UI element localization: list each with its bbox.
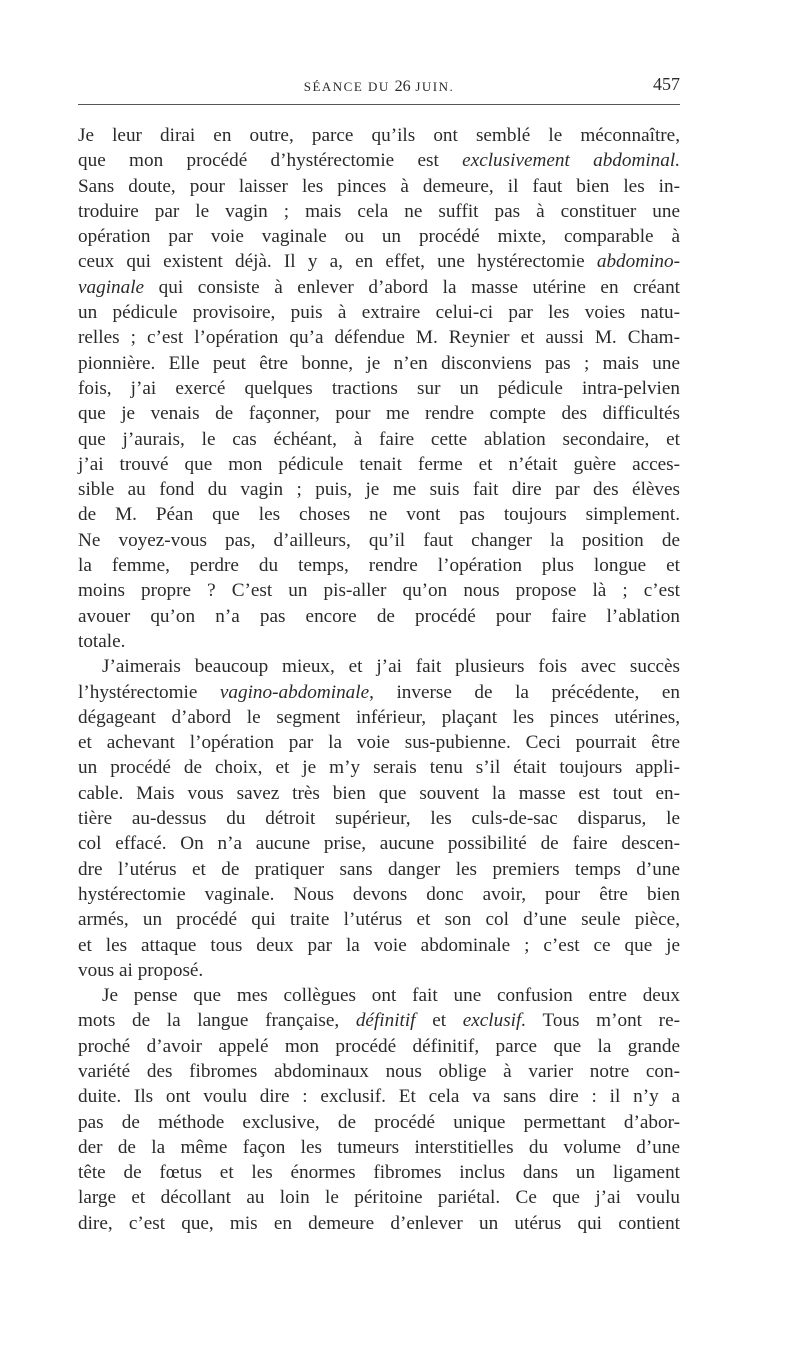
text-line (78, 300, 680, 325)
text-segment: relles ; c’est l’opération qu’a défendue M. Reynier et aussi M. Cham- (78, 327, 680, 349)
text-segment: sible au fond du vagin ; puis, je me suis fait dire par des élèves (78, 479, 680, 501)
text-line (78, 604, 680, 629)
text-segment: fois, j’ai exercé quelques tractions sur un pédicule intra-pelvien (78, 377, 680, 399)
text-segment: cable. Mais vous savez très bien que souvent la masse est tout en- (78, 782, 680, 804)
italic-text: vaginale (78, 276, 145, 298)
text-segment: dégageant d’abord le segment inférieur, plaçant les pinces utérines, (78, 706, 680, 728)
text-line (78, 401, 680, 426)
text-line (78, 199, 680, 224)
text-segment: la femme, perdre du temps, rendre l’opération plus longue et (78, 555, 680, 577)
text-segment: que je venais de façonner, pour me rendre compte des difficultés (78, 403, 680, 425)
text-segment: que mon procédé d’hystérectomie est (78, 150, 463, 172)
text-line (78, 249, 680, 274)
text-line (78, 502, 680, 527)
italic-text: exclusif. (462, 1010, 527, 1032)
text-segment: moins propre ? C’est un pis-aller qu’on nous propose là ; c’est (78, 580, 680, 602)
text-segment: Sans doute, pour laisser les pinces à demeure, il faut bien les in- (78, 175, 680, 197)
text-line (78, 1008, 680, 1033)
text-line (78, 477, 680, 502)
text-line (78, 857, 680, 882)
text-line (78, 755, 680, 780)
text-line (78, 578, 680, 603)
text-line (78, 629, 680, 654)
running-title-prefix: SÉANCE DU (303, 79, 390, 94)
text-segment: tière au-dessus du détroit supérieur, les culs-de-sac disparus, le (78, 808, 680, 830)
text-segment: col effacé. On n’a aucune prise, aucune possibilité de faire descen- (78, 833, 680, 855)
text-line (78, 1135, 680, 1160)
text-line (78, 148, 680, 173)
text-segment: de M. Péan que les choses ne vont pas toujours simplement. (78, 504, 680, 526)
text-line (78, 806, 680, 831)
text-line (78, 275, 680, 300)
italic-text: abdomino- (596, 251, 680, 273)
text-segment: pionnière. Elle peut être bonne, je n’en disconviens pas ; mais une (78, 352, 680, 374)
text-line (78, 1059, 680, 1084)
text-segment: l’hystérectomie (78, 681, 220, 703)
text-segment: tête de fœtus et les énormes fibromes inclus dans un ligament (78, 1162, 680, 1184)
text-segment: opération par voie vaginale ou un procédé mixte, comparable à (78, 226, 680, 248)
text-segment: ceux qui existent déjà. Il y a, en effet, une hystérectomie (78, 251, 597, 273)
text-segment: dire, c’est que, mis en demeure d’enlever un utérus qui contient (78, 1212, 680, 1234)
text-line (78, 427, 680, 452)
running-header (78, 74, 680, 98)
text-segment: dre l’utérus et de pratiquer sans danger les premiers temps d’une (78, 858, 680, 880)
text-line (78, 1110, 680, 1135)
running-title-day: 26 (394, 78, 411, 95)
text-segment: , inverse de la précédente, en (369, 681, 680, 703)
body-text (78, 123, 680, 1236)
text-line (78, 553, 680, 578)
page-number: 457 (653, 74, 680, 94)
text-line (78, 1034, 680, 1059)
text-segment: variété des fibromes abdominaux nous oblige à varier notre con- (78, 1060, 680, 1082)
text-segment: avouer qu’on n’a pas encore de procédé pour faire l’ablation (78, 605, 680, 627)
text-line (78, 224, 680, 249)
text-segment: mots de la langue française, (78, 1010, 356, 1032)
text-line (78, 958, 680, 983)
text-segment: der de la même façon les tumeurs interstitielles du volume d’une (78, 1136, 680, 1158)
text-line (78, 325, 680, 350)
text-line (78, 983, 680, 1008)
text-line (78, 680, 680, 705)
text-line (78, 1160, 680, 1185)
italic-text: définitif (355, 1010, 416, 1032)
running-title-suffix: JUIN. (415, 79, 455, 94)
text-line (78, 907, 680, 932)
text-line (78, 882, 680, 907)
text-segment: troduire par le vagin ; mais cela ne suffit pas à constituer une (78, 200, 680, 222)
text-segment: duite. Ils ont voulu dire : exclusif. Et cela va sans dire : il n’y a (78, 1086, 680, 1108)
text-segment: hystérectomie vaginale. Nous devons donc avoir, pour être bien (78, 883, 680, 905)
text-segment: que j’aurais, le cas échéant, à faire cette ablation secondaire, et (78, 428, 680, 450)
text-line (78, 705, 680, 730)
text-line (78, 452, 680, 477)
text-line (78, 528, 680, 553)
text-line (78, 933, 680, 958)
text-segment: Je pense que mes collègues ont fait une confusion entre deux (102, 985, 680, 1007)
text-segment: totale. (78, 630, 126, 652)
italic-text: exclusivement abdominal. (462, 150, 680, 172)
text-line (78, 781, 680, 806)
text-segment: et (415, 1010, 463, 1032)
text-segment: un procédé de choix, et je m’y serais tenu s’il était toujours appli- (78, 757, 680, 779)
text-segment: Tous m’ont re- (526, 1010, 680, 1032)
text-line (78, 831, 680, 856)
running-title (78, 78, 680, 96)
text-segment: Ne voyez-vous pas, d’ailleurs, qu’il faut changer la position de (78, 529, 680, 551)
text-line (78, 1084, 680, 1109)
text-line (78, 654, 680, 679)
text-segment: pas de méthode exclusive, de procédé unique permettant d’abor- (78, 1111, 680, 1133)
text-line (78, 351, 680, 376)
text-segment: J’aimerais beaucoup mieux, et j’ai fait plusieurs fois avec succès (102, 656, 680, 678)
header-rule (78, 104, 680, 105)
text-segment: qui consiste à enlever d’abord la masse utérine en créant (144, 276, 680, 298)
text-segment: proché d’avoir appelé mon procédé définitif, parce que la grande (78, 1035, 680, 1057)
text-segment: et les attaque tous deux par la voie abdominale ; c’est ce que je (78, 934, 680, 956)
text-line (78, 1211, 680, 1236)
text-segment: j’ai trouvé que mon pédicule tenait ferme et n’était guère acces- (78, 453, 680, 475)
italic-text: vagino-abdominale (219, 681, 370, 703)
text-segment: un pédicule provisoire, puis à extraire celui-ci par les voies natu- (78, 302, 680, 324)
text-segment: large et décollant au loin le péritoine pariétal. Ce que j’ai voulu (78, 1187, 680, 1209)
text-segment: Je leur dirai en outre, parce qu’ils ont semblé le méconnaître, (78, 125, 680, 146)
text-segment: vous ai proposé. (78, 959, 204, 981)
text-line (78, 376, 680, 401)
text-line (78, 1185, 680, 1210)
text-line (78, 174, 680, 199)
text-segment: et achevant l’opération par la voie sus-pubienne. Ceci pourrait être (78, 732, 680, 754)
text-line (78, 123, 680, 148)
text-segment: armés, un procédé qui traite l’utérus et son col d’une seule pièce, (78, 909, 680, 931)
text-line (78, 730, 680, 755)
